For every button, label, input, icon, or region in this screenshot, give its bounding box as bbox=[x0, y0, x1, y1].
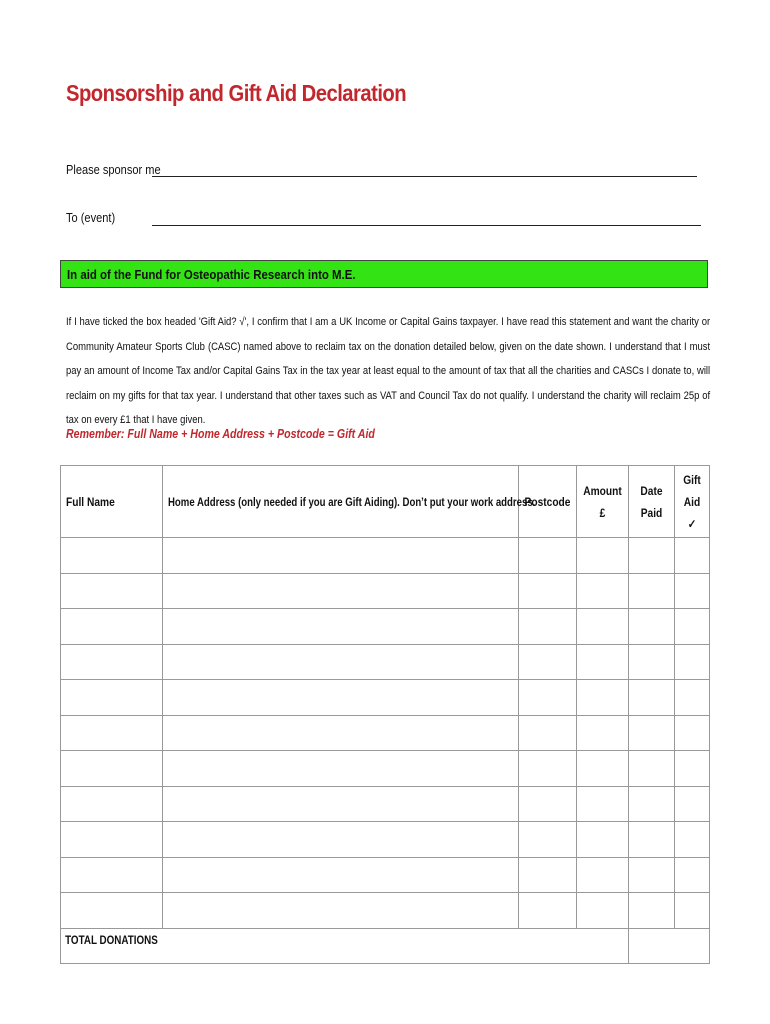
amount-cell[interactable] bbox=[577, 822, 629, 858]
postcode-cell[interactable] bbox=[519, 822, 577, 858]
table-row bbox=[61, 680, 710, 716]
name-cell[interactable] bbox=[61, 644, 163, 680]
page-title: Sponsorship and Gift Aid Declaration bbox=[66, 80, 407, 106]
date-cell[interactable] bbox=[629, 573, 675, 609]
name-cell[interactable] bbox=[61, 786, 163, 822]
total-amount-cell[interactable] bbox=[629, 928, 710, 964]
check-icon: ✓ bbox=[687, 516, 697, 531]
amount-cell[interactable] bbox=[577, 893, 629, 929]
table-header-row bbox=[61, 466, 710, 538]
postcode-cell[interactable] bbox=[519, 644, 577, 680]
name-cell[interactable] bbox=[61, 715, 163, 751]
amount-cell[interactable] bbox=[577, 751, 629, 787]
address-cell[interactable] bbox=[163, 609, 519, 645]
postcode-cell[interactable] bbox=[519, 786, 577, 822]
table-row bbox=[61, 715, 710, 751]
col-address bbox=[163, 466, 536, 538]
date-cell[interactable] bbox=[629, 822, 675, 858]
donations-table bbox=[60, 465, 710, 964]
col-date-label: Date bbox=[640, 483, 663, 498]
address-cell[interactable] bbox=[163, 680, 519, 716]
gift-aid-cell[interactable] bbox=[675, 857, 710, 893]
date-cell[interactable] bbox=[629, 715, 675, 751]
address-cell[interactable] bbox=[163, 573, 519, 609]
address-cell[interactable] bbox=[163, 715, 519, 751]
name-cell[interactable] bbox=[61, 893, 163, 929]
event-label: To (event) bbox=[66, 210, 116, 225]
table-row bbox=[61, 644, 710, 680]
name-cell[interactable] bbox=[61, 609, 163, 645]
postcode-cell[interactable] bbox=[519, 715, 577, 751]
gift-aid-cell[interactable] bbox=[675, 822, 710, 858]
sponsor-name-field[interactable] bbox=[152, 176, 697, 177]
col-gift-aid bbox=[675, 466, 710, 538]
gift-aid-cell[interactable] bbox=[675, 751, 710, 787]
gift-aid-cell[interactable] bbox=[675, 644, 710, 680]
table-row bbox=[61, 538, 710, 574]
date-cell[interactable] bbox=[629, 680, 675, 716]
col-date-label-2: Paid bbox=[640, 505, 663, 520]
table-row bbox=[61, 751, 710, 787]
table-row bbox=[61, 893, 710, 929]
postcode-cell[interactable] bbox=[519, 893, 577, 929]
amount-cell[interactable] bbox=[577, 680, 629, 716]
amount-cell[interactable] bbox=[577, 786, 629, 822]
total-label-cell bbox=[61, 928, 629, 964]
date-cell[interactable] bbox=[629, 857, 675, 893]
name-cell[interactable] bbox=[61, 857, 163, 893]
table-row bbox=[61, 786, 710, 822]
gift-aid-statement bbox=[66, 310, 710, 433]
col-full-name-label: Full Name bbox=[66, 494, 115, 509]
amount-cell[interactable] bbox=[577, 644, 629, 680]
address-cell[interactable] bbox=[163, 786, 519, 822]
name-cell[interactable] bbox=[61, 573, 163, 609]
name-cell[interactable] bbox=[61, 751, 163, 787]
col-gift-aid-label: Gift bbox=[683, 472, 701, 487]
address-cell[interactable] bbox=[163, 644, 519, 680]
amount-cell[interactable] bbox=[577, 715, 629, 751]
date-cell[interactable] bbox=[629, 609, 675, 645]
gift-aid-cell[interactable] bbox=[675, 609, 710, 645]
table-row bbox=[61, 857, 710, 893]
col-address-label: Home Address (only needed if you are Gift Aiding). Don’t put your work address. bbox=[168, 494, 536, 509]
postcode-cell[interactable] bbox=[519, 751, 577, 787]
name-cell[interactable] bbox=[61, 822, 163, 858]
col-gift-aid-label-2: Aid bbox=[683, 494, 701, 509]
col-full-name bbox=[61, 466, 163, 538]
table-row bbox=[61, 609, 710, 645]
address-cell[interactable] bbox=[163, 751, 519, 787]
amount-cell[interactable] bbox=[577, 538, 629, 574]
postcode-cell[interactable] bbox=[519, 609, 577, 645]
date-cell[interactable] bbox=[629, 751, 675, 787]
postcode-cell[interactable] bbox=[519, 573, 577, 609]
gift-aid-cell[interactable] bbox=[675, 893, 710, 929]
name-cell[interactable] bbox=[61, 538, 163, 574]
col-postcode bbox=[519, 466, 577, 538]
amount-cell[interactable] bbox=[577, 573, 629, 609]
gift-aid-cell[interactable] bbox=[675, 573, 710, 609]
remember-note: Remember: Full Name + Home Address + Postcode = Gift Aid bbox=[66, 427, 375, 441]
date-cell[interactable] bbox=[629, 893, 675, 929]
postcode-cell[interactable] bbox=[519, 680, 577, 716]
postcode-cell[interactable] bbox=[519, 857, 577, 893]
table-row bbox=[61, 822, 710, 858]
gift-aid-statement-text: If I have ticked the box headed 'Gift Aid? √', I confirm that I am a UK Income or Capital Gains taxpayer. I have read this statement and want the charity or Community Amateur Sports Club (CASC) named above to reclaim tax on the donation detailed below, given on the date shown. I understand that I must pay an amount of Income Tax and/or Capital Gains Tax in the tax year at least equal to the amount of tax that all the charities and CASCs I donate to, will reclaim on my gifts for that tax year. I understand that other taxes such as VAT and Council Tax do not qualify. I understand the charity will reclaim 25p of tax on every £1 that I have given. bbox=[66, 316, 711, 426]
event-field[interactable] bbox=[152, 225, 701, 226]
gift-aid-cell[interactable] bbox=[675, 786, 710, 822]
col-amount-label: Amount bbox=[583, 483, 622, 498]
date-cell[interactable] bbox=[629, 786, 675, 822]
amount-cell[interactable] bbox=[577, 857, 629, 893]
charity-banner bbox=[60, 260, 708, 288]
address-cell[interactable] bbox=[163, 857, 519, 893]
date-cell[interactable] bbox=[629, 644, 675, 680]
total-label: TOTAL DONATIONS bbox=[65, 932, 158, 947]
table-row bbox=[61, 573, 710, 609]
gift-aid-cell[interactable] bbox=[675, 715, 710, 751]
amount-cell[interactable] bbox=[577, 609, 629, 645]
date-cell[interactable] bbox=[629, 538, 675, 574]
col-amount bbox=[577, 466, 629, 538]
total-row bbox=[61, 928, 710, 964]
col-postcode-label: Postcode bbox=[524, 494, 571, 509]
gift-aid-cell[interactable] bbox=[675, 538, 710, 574]
address-cell[interactable] bbox=[163, 893, 519, 929]
address-cell[interactable] bbox=[163, 538, 519, 574]
col-amount-currency: £ bbox=[599, 505, 606, 520]
address-cell[interactable] bbox=[163, 822, 519, 858]
charity-banner-text: In aid of the Fund for Osteopathic Research into M.E. bbox=[67, 267, 356, 282]
postcode-cell[interactable] bbox=[519, 538, 577, 574]
gift-aid-cell[interactable] bbox=[675, 680, 710, 716]
col-date bbox=[629, 466, 675, 538]
sponsor-label: Please sponsor me bbox=[66, 162, 161, 177]
name-cell[interactable] bbox=[61, 680, 163, 716]
